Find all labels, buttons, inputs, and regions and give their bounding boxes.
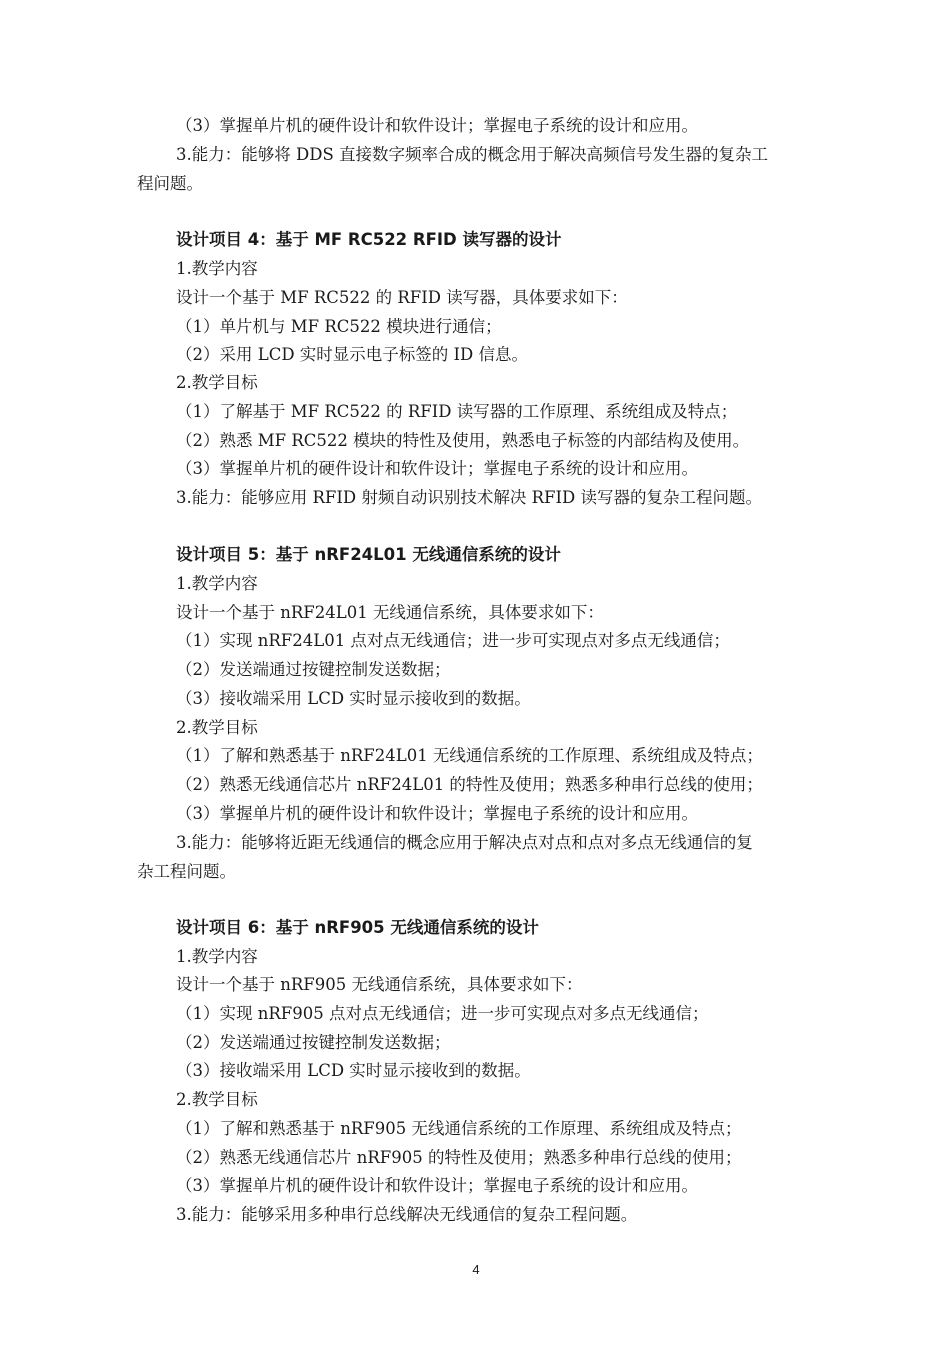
project-5-requirement-1: （1）实现 nRF24L01 点对点无线通信；进一步可实现点对多点无线通信； (176, 631, 730, 650)
project-6-goal-2: （2）熟悉无线通信芯片 nRF905 的特性及使用；熟悉多种串行总线的使用； (176, 1148, 742, 1167)
project-5-goal-3: （3）掌握单片机的硬件设计和软件设计；掌握电子系统的设计和应用。 (176, 804, 698, 823)
project-4-goal-3: （3）掌握单片机的硬件设计和软件设计；掌握电子系统的设计和应用。 (176, 459, 698, 478)
project-6-heading: 设计项目 6：基于 nRF905 无线通信系统的设计 (176, 918, 539, 937)
project-5-goal-2: （2）熟悉无线通信芯片 nRF24L01 的特性及使用；熟悉多种串行总线的使用； (176, 775, 763, 794)
project-5-goal-1: （1）了解和熟悉基于 nRF24L01 无线通信系统的工作原理、系统组成及特点； (176, 746, 763, 765)
project-4-intro: 设计一个基于 MF RC522 的 RFID 读写器，具体要求如下： (176, 288, 628, 307)
project-4-goals-label: 2.教学目标 (176, 373, 258, 392)
project-6-intro: 设计一个基于 nRF905 无线通信系统，具体要求如下： (176, 975, 583, 994)
project-4-requirement-2: （2）采用 LCD 实时显示电子标签的 ID 信息。 (176, 345, 529, 364)
ability-text: 3.能力：能够将 DDS 直接数字频率合成的概念用于解决高频信号发生器的复杂工 (176, 145, 768, 164)
page-number: 4 (472, 1262, 480, 1277)
project-6-requirement-3: （3）接收端采用 LCD 实时显示接收到的数据。 (176, 1061, 531, 1080)
project-5-goals-label: 2.教学目标 (176, 718, 258, 737)
project-6-requirement-2: （2）发送端通过按键控制发送数据； (176, 1033, 451, 1052)
project-6-requirement-1: （1）实现 nRF905 点对点无线通信；进一步可实现点对多点无线通信； (176, 1004, 709, 1023)
project-5-content-label: 1.教学内容 (176, 574, 258, 593)
project-6-ability: 3.能力：能够采用多种串行总线解决无线通信的复杂工程问题。 (176, 1205, 638, 1224)
project-5-intro: 设计一个基于 nRF24L01 无线通信系统，具体要求如下： (176, 603, 604, 622)
project-4-goal-1: （1）了解基于 MF RC522 的 RFID 读写器的工作原理、系统组成及特点； (176, 402, 738, 421)
project-6-goal-1: （1）了解和熟悉基于 nRF905 无线通信系统的工作原理、系统组成及特点； (176, 1119, 742, 1138)
project-5-heading: 设计项目 5：基于 nRF24L01 无线通信系统的设计 (176, 545, 561, 564)
project-6-goal-3: （3）掌握单片机的硬件设计和软件设计；掌握电子系统的设计和应用。 (176, 1176, 698, 1195)
project-4-requirement-1: （1）单片机与 MF RC522 模块进行通信； (176, 317, 502, 336)
project-4-ability: 3.能力：能够应用 RFID 射频自动识别技术解决 RFID 读写器的复杂工程问题。 (176, 488, 762, 507)
project-6-content-label: 1.教学内容 (176, 947, 258, 966)
ability-text-continued: 程问题。 (137, 174, 203, 193)
project-4-content-label: 1.教学内容 (176, 259, 258, 278)
project-4-goal-2: （2）熟悉 MF RC522 模块的特性及使用，熟悉电子标签的内部结构及使用。 (176, 431, 750, 450)
project-5-requirement-3: （3）接收端采用 LCD 实时显示接收到的数据。 (176, 689, 531, 708)
project-5-ability: 3.能力：能够将近距无线通信的概念应用于解决点对点和点对多点无线通信的复 (176, 833, 753, 852)
project-4-heading: 设计项目 4：基于 MF RC522 RFID 读写器的设计 (176, 230, 562, 249)
goal-item-3: （3）掌握单片机的硬件设计和软件设计；掌握电子系统的设计和应用。 (176, 116, 698, 135)
project-6-goals-label: 2.教学目标 (176, 1090, 258, 1109)
project-5-ability-continued: 杂工程问题。 (137, 862, 236, 881)
project-5-requirement-2: （2）发送端通过按键控制发送数据； (176, 660, 451, 679)
